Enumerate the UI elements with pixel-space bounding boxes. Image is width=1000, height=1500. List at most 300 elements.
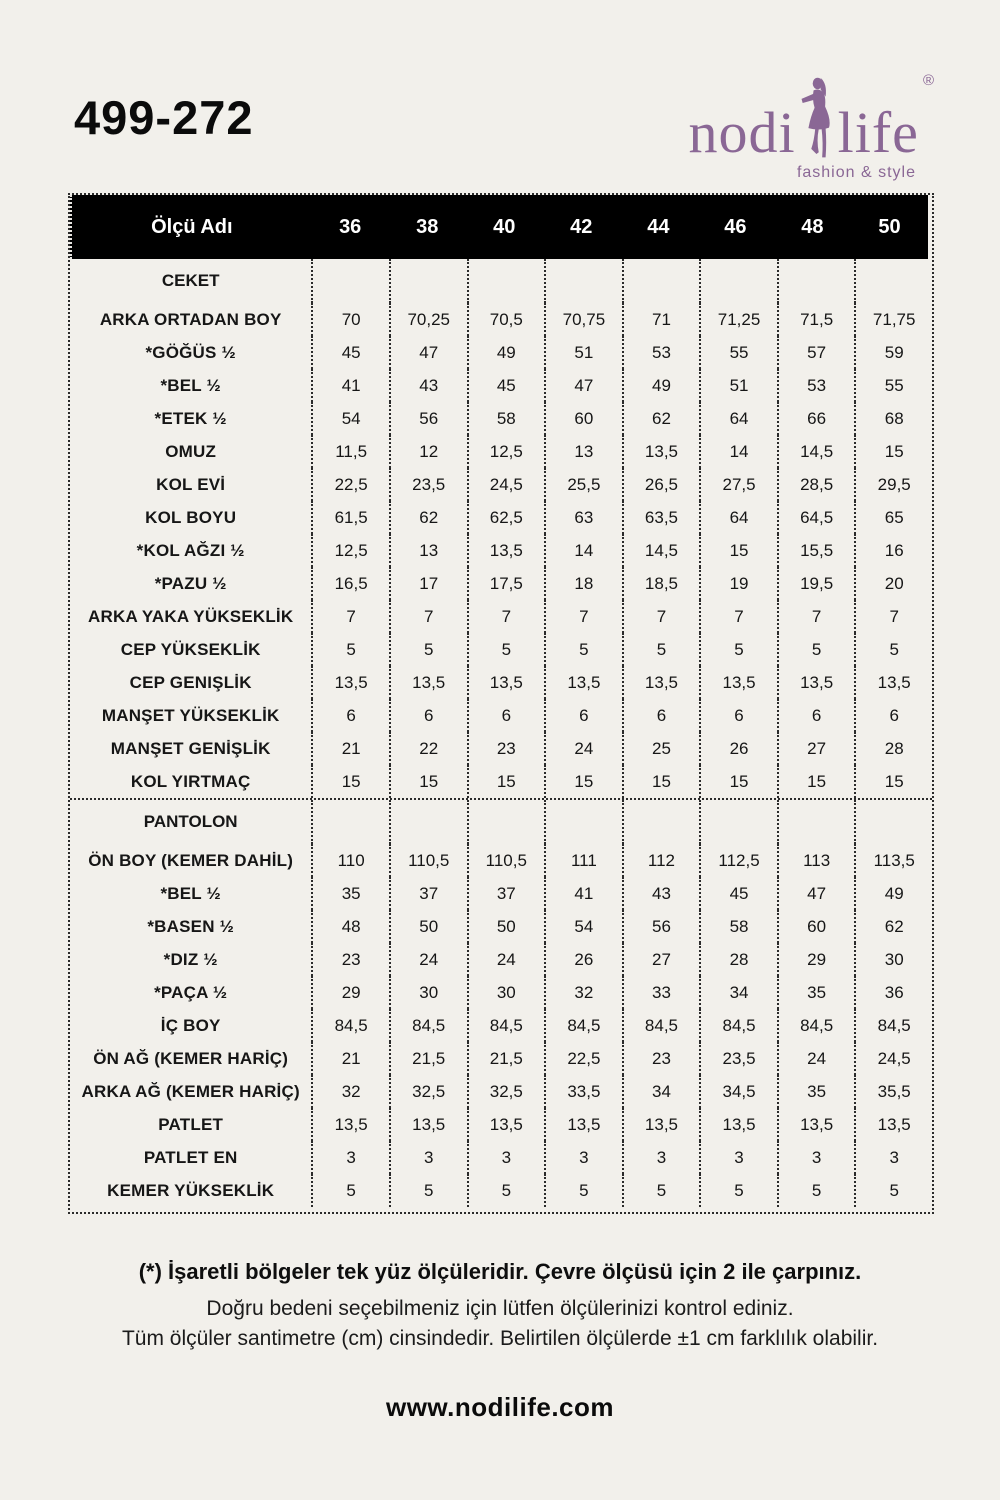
size-value-cell: 7 <box>854 600 932 633</box>
size-value-cell: 50 <box>389 910 467 943</box>
table-row <box>70 666 932 699</box>
size-value-cell: 26 <box>699 732 777 765</box>
table-row <box>70 1075 932 1108</box>
row-label: MANŞET YÜKSEKLİK <box>101 705 280 725</box>
row-label: ÖN BOY (KEMER DAHİL) <box>88 850 294 870</box>
size-value-cell: 26,5 <box>622 468 700 501</box>
size-value-cell: 64 <box>699 402 777 435</box>
brand-tagline: fashion & style <box>796 164 916 181</box>
size-value-cell: 29 <box>777 943 855 976</box>
registered-trademark-icon: ® <box>922 72 934 89</box>
size-value-cell: 45 <box>311 336 389 369</box>
size-value-cell: 32 <box>311 1075 389 1108</box>
table-row <box>70 633 932 666</box>
size-value-cell <box>699 259 777 303</box>
size-value-cell: 7 <box>311 600 389 633</box>
size-value-cell: 41 <box>311 369 389 402</box>
row-label: KOL EVİ <box>156 474 226 494</box>
size-value-cell: 28 <box>854 732 932 765</box>
size-value-cell: 5 <box>311 1174 389 1207</box>
size-value-cell: 23 <box>311 943 389 976</box>
size-value-cell: 15 <box>544 765 622 798</box>
table-row <box>70 1174 932 1207</box>
row-label: KOL YIRTMAÇ <box>130 771 251 791</box>
size-value-cell: 71 <box>622 303 700 336</box>
size-value-cell: 7 <box>544 600 622 633</box>
size-value-cell: 62 <box>389 501 467 534</box>
size-value-cell: 26 <box>544 943 622 976</box>
brand-logo-wordmark <box>688 72 934 165</box>
table-row <box>70 732 932 765</box>
size-value-cell: 22,5 <box>544 1042 622 1075</box>
size-value-cell: 19 <box>699 567 777 600</box>
size-value-cell: 30 <box>854 943 932 976</box>
size-value-cell: 113,5 <box>854 844 932 877</box>
size-value-cell: 28 <box>699 943 777 976</box>
size-value-cell: 53 <box>777 369 855 402</box>
size-value-cell: 6 <box>544 699 622 732</box>
table-row <box>70 943 932 976</box>
size-value-cell: 7 <box>389 600 467 633</box>
row-label: ARKA AĞ (KEMER HARİÇ) <box>81 1081 300 1101</box>
size-value-cell <box>854 259 932 303</box>
size-column-header: 38 <box>416 215 439 238</box>
size-value-cell: 14,5 <box>777 435 855 468</box>
size-value-cell <box>699 800 777 844</box>
size-value-cell: 15 <box>854 435 932 468</box>
size-value-cell: 25,5 <box>544 468 622 501</box>
size-value-cell: 54 <box>311 402 389 435</box>
size-value-cell: 13,5 <box>699 666 777 699</box>
size-value-cell: 58 <box>467 402 545 435</box>
size-value-cell: 68 <box>854 402 932 435</box>
size-value-cell: 18 <box>544 567 622 600</box>
size-value-cell: 41 <box>544 877 622 910</box>
size-value-cell: 48 <box>311 910 389 943</box>
size-value-cell: 35 <box>777 976 855 1009</box>
size-value-cell: 56 <box>389 402 467 435</box>
product-code: 499-272 <box>74 91 254 144</box>
size-value-cell: 113 <box>777 844 855 877</box>
table-section <box>70 259 932 798</box>
section-title: PANTOLON <box>143 812 238 831</box>
size-value-cell: 45 <box>467 369 545 402</box>
brand-text-nodi: nodi <box>688 99 796 165</box>
size-value-cell: 64 <box>699 501 777 534</box>
size-value-cell: 5 <box>544 633 622 666</box>
table-row <box>70 600 932 633</box>
size-value-cell: 13,5 <box>311 1108 389 1141</box>
size-value-cell: 27 <box>777 732 855 765</box>
size-value-cell: 15 <box>389 765 467 798</box>
size-value-cell: 13,5 <box>467 1108 545 1141</box>
size-value-cell <box>777 259 855 303</box>
size-value-cell: 13,5 <box>699 1108 777 1141</box>
size-value-cell: 24 <box>467 943 545 976</box>
size-value-cell: 5 <box>777 633 855 666</box>
size-value-cell: 43 <box>622 877 700 910</box>
table-row <box>70 1009 932 1042</box>
size-value-cell: 3 <box>777 1141 855 1174</box>
table-row <box>70 567 932 600</box>
size-value-cell: 23,5 <box>389 468 467 501</box>
size-value-cell: 12,5 <box>311 534 389 567</box>
size-value-cell: 5 <box>467 633 545 666</box>
size-value-cell: 23,5 <box>699 1042 777 1075</box>
size-value-cell: 3 <box>467 1141 545 1174</box>
size-value-cell: 7 <box>777 600 855 633</box>
size-value-cell: 112 <box>622 844 700 877</box>
size-value-cell: 22,5 <box>311 468 389 501</box>
size-value-cell <box>389 800 467 844</box>
size-value-cell: 29 <box>311 976 389 1009</box>
size-value-cell: 15 <box>854 765 932 798</box>
size-value-cell: 47 <box>389 336 467 369</box>
size-value-cell: 66 <box>777 402 855 435</box>
size-value-cell: 6 <box>699 699 777 732</box>
size-value-cell: 24 <box>389 943 467 976</box>
size-value-cell: 57 <box>777 336 855 369</box>
size-value-cell: 6 <box>389 699 467 732</box>
row-label: ARKA ORTADAN BOY <box>99 309 282 329</box>
size-value-cell: 34 <box>699 976 777 1009</box>
size-value-cell: 13 <box>544 435 622 468</box>
size-value-cell: 28,5 <box>777 468 855 501</box>
size-value-cell: 6 <box>311 699 389 732</box>
size-value-cell: 5 <box>622 1174 700 1207</box>
size-value-cell: 84,5 <box>389 1009 467 1042</box>
size-value-cell: 7 <box>699 600 777 633</box>
size-value-cell: 55 <box>854 369 932 402</box>
size-value-cell: 59 <box>854 336 932 369</box>
size-value-cell: 84,5 <box>544 1009 622 1042</box>
size-value-cell: 36 <box>854 976 932 1009</box>
size-value-cell: 110,5 <box>389 844 467 877</box>
table-row <box>70 1042 932 1075</box>
row-label: *KOL AĞZI ½ <box>136 540 245 560</box>
size-value-cell: 3 <box>854 1141 932 1174</box>
size-value-cell: 33,5 <box>544 1075 622 1108</box>
size-value-cell: 13,5 <box>622 435 700 468</box>
size-value-cell: 35,5 <box>854 1075 932 1108</box>
size-value-cell <box>467 800 545 844</box>
size-value-cell: 49 <box>467 336 545 369</box>
size-value-cell: 13,5 <box>622 666 700 699</box>
size-value-cell <box>544 800 622 844</box>
size-value-cell: 84,5 <box>854 1009 932 1042</box>
size-value-cell: 13,5 <box>544 666 622 699</box>
size-value-cell: 70,5 <box>467 303 545 336</box>
size-value-cell: 3 <box>544 1141 622 1174</box>
size-value-cell: 62,5 <box>467 501 545 534</box>
row-label: İÇ BOY <box>160 1015 221 1035</box>
size-value-cell: 23 <box>467 732 545 765</box>
size-value-cell: 64,5 <box>777 501 855 534</box>
size-value-cell <box>311 259 389 303</box>
table-row <box>70 1108 932 1141</box>
row-label: *ETEK ½ <box>154 408 227 428</box>
row-label: KEMER YÜKSEKLİK <box>107 1180 275 1200</box>
footnotes <box>0 1256 1000 1355</box>
size-value-cell: 24,5 <box>467 468 545 501</box>
size-value-cell <box>389 259 467 303</box>
size-value-cell: 51 <box>544 336 622 369</box>
row-label: *BEL ½ <box>160 375 221 395</box>
size-value-cell: 13,5 <box>467 666 545 699</box>
size-value-cell: 84,5 <box>622 1009 700 1042</box>
size-value-cell: 15 <box>699 534 777 567</box>
size-value-cell: 6 <box>467 699 545 732</box>
section-title: CEKET <box>161 271 220 290</box>
size-value-cell: 37 <box>389 877 467 910</box>
footnote-asterisk: (*) İşaretli bölgeler tek yüz ölçüleridir. Çevre ölçüsü için 2 ile çarpınız. <box>138 1259 862 1284</box>
size-value-cell: 30 <box>389 976 467 1009</box>
size-value-cell: 17,5 <box>467 567 545 600</box>
size-value-cell: 13,5 <box>389 666 467 699</box>
size-column-header: 42 <box>570 215 593 238</box>
table-row <box>70 699 932 732</box>
size-value-cell: 71,5 <box>777 303 855 336</box>
size-value-cell: 61,5 <box>311 501 389 534</box>
size-value-cell: 15 <box>311 765 389 798</box>
measure-name-column-header: Ölçü Adı <box>151 215 233 238</box>
brand-logo <box>688 72 934 182</box>
row-label: *GÖĞÜS ½ <box>145 342 236 362</box>
size-value-cell: 51 <box>699 369 777 402</box>
size-value-cell: 32,5 <box>467 1075 545 1108</box>
size-value-cell: 84,5 <box>311 1009 389 1042</box>
size-value-cell: 6 <box>777 699 855 732</box>
size-value-cell: 35 <box>777 1075 855 1108</box>
size-value-cell: 5 <box>544 1174 622 1207</box>
size-value-cell: 5 <box>699 1174 777 1207</box>
size-column-header: 50 <box>878 215 901 238</box>
size-value-cell: 84,5 <box>467 1009 545 1042</box>
footnote-units: Tüm ölçüler santimetre (cm) cinsindedir. Belirtilen ölçülerde ±1 cm farklılık olabilir. <box>121 1327 879 1351</box>
size-value-cell: 14 <box>699 435 777 468</box>
size-value-cell: 13,5 <box>854 1108 932 1141</box>
size-value-cell: 62 <box>622 402 700 435</box>
size-value-cell: 53 <box>622 336 700 369</box>
size-value-cell: 3 <box>389 1141 467 1174</box>
size-value-cell: 14,5 <box>622 534 700 567</box>
size-value-cell <box>854 800 932 844</box>
row-label: PATLET EN <box>143 1147 238 1167</box>
row-label: *PAÇA ½ <box>154 982 228 1002</box>
size-value-cell: 7 <box>467 600 545 633</box>
row-label: *BASEN ½ <box>147 916 234 936</box>
footnote-check-measures: Doğru bedeni seçebilmeniz için lütfen ölçülerinizi kontrol ediniz. <box>206 1296 794 1320</box>
size-value-cell: 60 <box>777 910 855 943</box>
size-value-cell: 70,75 <box>544 303 622 336</box>
size-value-cell: 12 <box>389 435 467 468</box>
size-value-cell: 55 <box>699 336 777 369</box>
size-value-cell: 15 <box>777 765 855 798</box>
table-row <box>70 534 932 567</box>
size-value-cell: 15 <box>699 765 777 798</box>
size-value-cell: 34 <box>622 1075 700 1108</box>
size-value-cell: 13,5 <box>622 1108 700 1141</box>
size-value-cell: 32 <box>544 976 622 1009</box>
size-value-cell <box>544 259 622 303</box>
table-section <box>70 798 932 1207</box>
size-value-cell: 13,5 <box>389 1108 467 1141</box>
size-value-cell: 70 <box>311 303 389 336</box>
size-value-cell: 24 <box>544 732 622 765</box>
size-value-cell: 30 <box>467 976 545 1009</box>
table-row <box>70 844 932 877</box>
size-value-cell: 3 <box>622 1141 700 1174</box>
size-value-cell: 13,5 <box>311 666 389 699</box>
table-row <box>70 336 932 369</box>
size-value-cell: 15,5 <box>777 534 855 567</box>
size-value-cell: 5 <box>389 633 467 666</box>
row-label: MANŞET GENİŞLİK <box>110 738 271 758</box>
size-value-cell: 11,5 <box>311 435 389 468</box>
size-value-cell: 62 <box>854 910 932 943</box>
size-value-cell: 16 <box>854 534 932 567</box>
table-row <box>70 910 932 943</box>
row-label: OMUZ <box>165 441 217 461</box>
size-column-header: 44 <box>647 215 670 238</box>
row-label: PATLET <box>158 1114 224 1134</box>
size-value-cell: 13,5 <box>854 666 932 699</box>
table-row <box>70 765 932 798</box>
size-value-cell: 37 <box>467 877 545 910</box>
size-value-cell: 6 <box>622 699 700 732</box>
size-value-cell: 110,5 <box>467 844 545 877</box>
size-value-cell: 23 <box>622 1042 700 1075</box>
size-value-cell: 84,5 <box>777 1009 855 1042</box>
size-value-cell: 49 <box>622 369 700 402</box>
size-value-cell: 24,5 <box>854 1042 932 1075</box>
row-label: KOL BOYU <box>145 507 237 527</box>
size-value-cell: 5 <box>854 1174 932 1207</box>
size-value-cell: 84,5 <box>699 1009 777 1042</box>
table-row <box>70 976 932 1009</box>
size-column-header: 46 <box>724 215 747 238</box>
row-label: ÖN AĞ (KEMER HARİÇ) <box>93 1048 289 1068</box>
row-label: *PAZU ½ <box>154 573 227 593</box>
size-value-cell: 7 <box>622 600 700 633</box>
size-value-cell: 33 <box>622 976 700 1009</box>
table-row <box>70 468 932 501</box>
size-value-cell: 14 <box>544 534 622 567</box>
row-label: *BEL ½ <box>160 883 221 903</box>
size-value-cell: 21 <box>311 732 389 765</box>
table-row <box>70 402 932 435</box>
size-value-cell: 47 <box>544 369 622 402</box>
size-column-header: 40 <box>493 215 516 238</box>
woman-silhouette-icon <box>799 76 835 162</box>
size-value-cell: 5 <box>389 1174 467 1207</box>
size-value-cell: 13 <box>389 534 467 567</box>
size-value-cell: 15 <box>467 765 545 798</box>
size-value-cell: 5 <box>854 633 932 666</box>
size-value-cell: 21 <box>311 1042 389 1075</box>
size-value-cell: 65 <box>854 501 932 534</box>
size-value-cell: 20 <box>854 567 932 600</box>
table-row <box>70 369 932 402</box>
size-value-cell: 5 <box>777 1174 855 1207</box>
size-table-body <box>70 259 932 1212</box>
size-value-cell: 45 <box>699 877 777 910</box>
size-value-cell: 13,5 <box>544 1108 622 1141</box>
size-value-cell: 18,5 <box>622 567 700 600</box>
row-label: CEP YÜKSEKLİK <box>120 639 261 659</box>
table-row <box>70 501 932 534</box>
size-value-cell: 5 <box>699 633 777 666</box>
size-value-cell: 24 <box>777 1042 855 1075</box>
size-value-cell: 49 <box>854 877 932 910</box>
size-value-cell: 29,5 <box>854 468 932 501</box>
size-value-cell: 21,5 <box>467 1042 545 1075</box>
row-label: CEP GENIŞLİK <box>129 672 252 692</box>
size-value-cell: 63 <box>544 501 622 534</box>
size-value-cell <box>777 800 855 844</box>
size-value-cell: 58 <box>699 910 777 943</box>
size-value-cell: 15 <box>622 765 700 798</box>
size-value-cell: 32,5 <box>389 1075 467 1108</box>
size-value-cell: 3 <box>699 1141 777 1174</box>
size-value-cell: 12,5 <box>467 435 545 468</box>
size-column-header: 48 <box>801 215 824 238</box>
table-row <box>70 303 932 336</box>
size-value-cell: 56 <box>622 910 700 943</box>
size-value-cell: 22 <box>389 732 467 765</box>
size-value-cell: 6 <box>854 699 932 732</box>
size-value-cell: 34,5 <box>699 1075 777 1108</box>
size-value-cell: 111 <box>544 844 622 877</box>
row-label: ARKA YAKA YÜKSEKLİK <box>88 606 294 626</box>
size-value-cell: 50 <box>467 910 545 943</box>
size-value-cell: 70,25 <box>389 303 467 336</box>
size-value-cell: 54 <box>544 910 622 943</box>
size-value-cell: 13,5 <box>777 1108 855 1141</box>
table-row <box>70 877 932 910</box>
row-label: *DIZ ½ <box>163 949 218 969</box>
section-title-row <box>70 259 932 303</box>
size-value-cell: 16,5 <box>311 567 389 600</box>
size-table-header <box>70 195 928 259</box>
size-value-cell: 27 <box>622 943 700 976</box>
size-value-cell: 63,5 <box>622 501 700 534</box>
size-value-cell: 112,5 <box>699 844 777 877</box>
size-value-cell <box>467 259 545 303</box>
table-row <box>70 435 932 468</box>
table-row <box>70 1141 932 1174</box>
size-value-cell: 17 <box>389 567 467 600</box>
size-value-cell: 25 <box>622 732 700 765</box>
size-value-cell <box>311 800 389 844</box>
section-title-row <box>70 800 932 844</box>
size-value-cell: 110 <box>311 844 389 877</box>
size-value-cell: 47 <box>777 877 855 910</box>
size-value-cell <box>622 259 700 303</box>
size-value-cell: 5 <box>311 633 389 666</box>
size-value-cell: 43 <box>389 369 467 402</box>
size-value-cell: 60 <box>544 402 622 435</box>
size-value-cell: 13,5 <box>777 666 855 699</box>
size-value-cell: 21,5 <box>389 1042 467 1075</box>
size-value-cell: 71,25 <box>699 303 777 336</box>
size-value-cell: 5 <box>467 1174 545 1207</box>
size-column-header: 36 <box>339 215 362 238</box>
size-table <box>68 193 934 1214</box>
brand-text-life: life <box>837 99 919 165</box>
website-url: www.nodilife.com <box>385 1392 615 1422</box>
size-value-cell: 3 <box>311 1141 389 1174</box>
